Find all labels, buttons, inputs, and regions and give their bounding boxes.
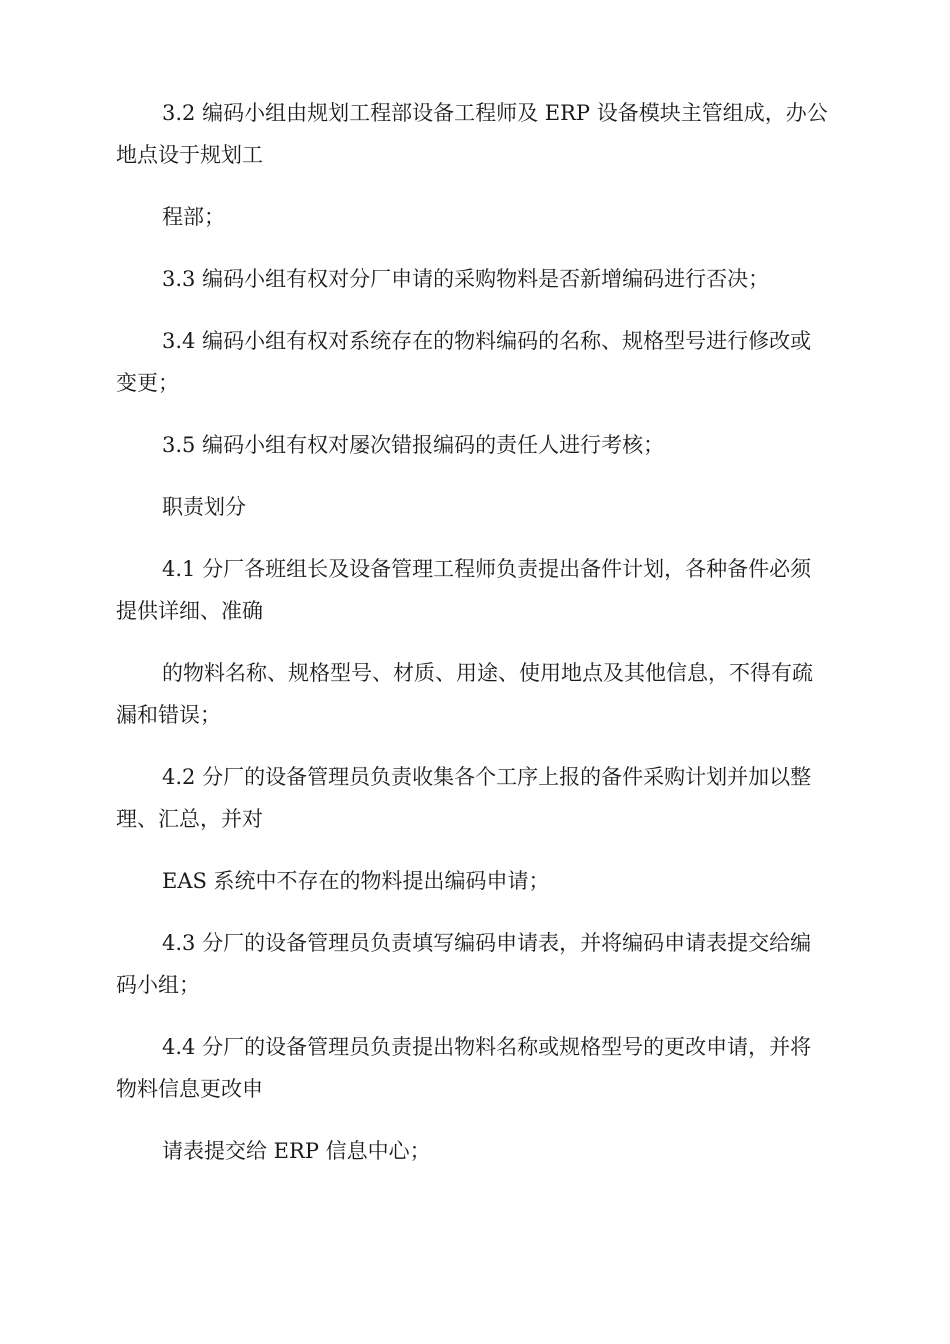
paragraph-3-3: 3.3 编码小组有权对分厂申请的采购物料是否新增编码进行否决；: [162, 267, 770, 291]
paragraph-4-2: 4.2 分厂的设备管理员负责收集各个工序上报的备件采购计划并加以整理、汇总，并对: [116, 765, 812, 831]
paragraph-4-3: 4.3 分厂的设备管理员负责填写编码申请表，并将编码申请表提交给编码小组；: [116, 931, 812, 997]
paragraph-3-5: 3.5 编码小组有权对屡次错报编码的责任人进行考核；: [162, 433, 665, 457]
paragraph-3-4: 3.4 编码小组有权对系统存在的物料编码的名称、规格型号进行修改或变更；: [116, 329, 812, 395]
paragraph-3-2: 3.2 编码小组由规划工程部设备工程师及 ERP 设备模块主管组成，办公地点设于规划工: [116, 101, 828, 167]
paragraph-4-2-continued: EAS 系统中不存在的物料提出编码申请；: [162, 869, 550, 893]
paragraph-4-4: 4.4 分厂的设备管理员负责提出物料名称或规格型号的更改申请，并将物料信息更改申: [116, 1035, 812, 1101]
paragraph-4-1-continued: 的物料名称、规格型号、材质、用途、使用地点及其他信息，不得有疏漏和错误；: [116, 661, 813, 727]
document-body: [116, 92, 830, 1172]
paragraph-4-4-continued: 请表提交给 ERP 信息中心；: [162, 1139, 431, 1163]
paragraph-4-1: 4.1 分厂各班组长及设备管理工程师负责提出备件计划，各种备件必须提供详细、准确: [116, 557, 812, 623]
paragraph-3-2-continued: 程部；: [162, 205, 225, 229]
section-heading-responsibilities: 职责划分: [162, 495, 246, 519]
